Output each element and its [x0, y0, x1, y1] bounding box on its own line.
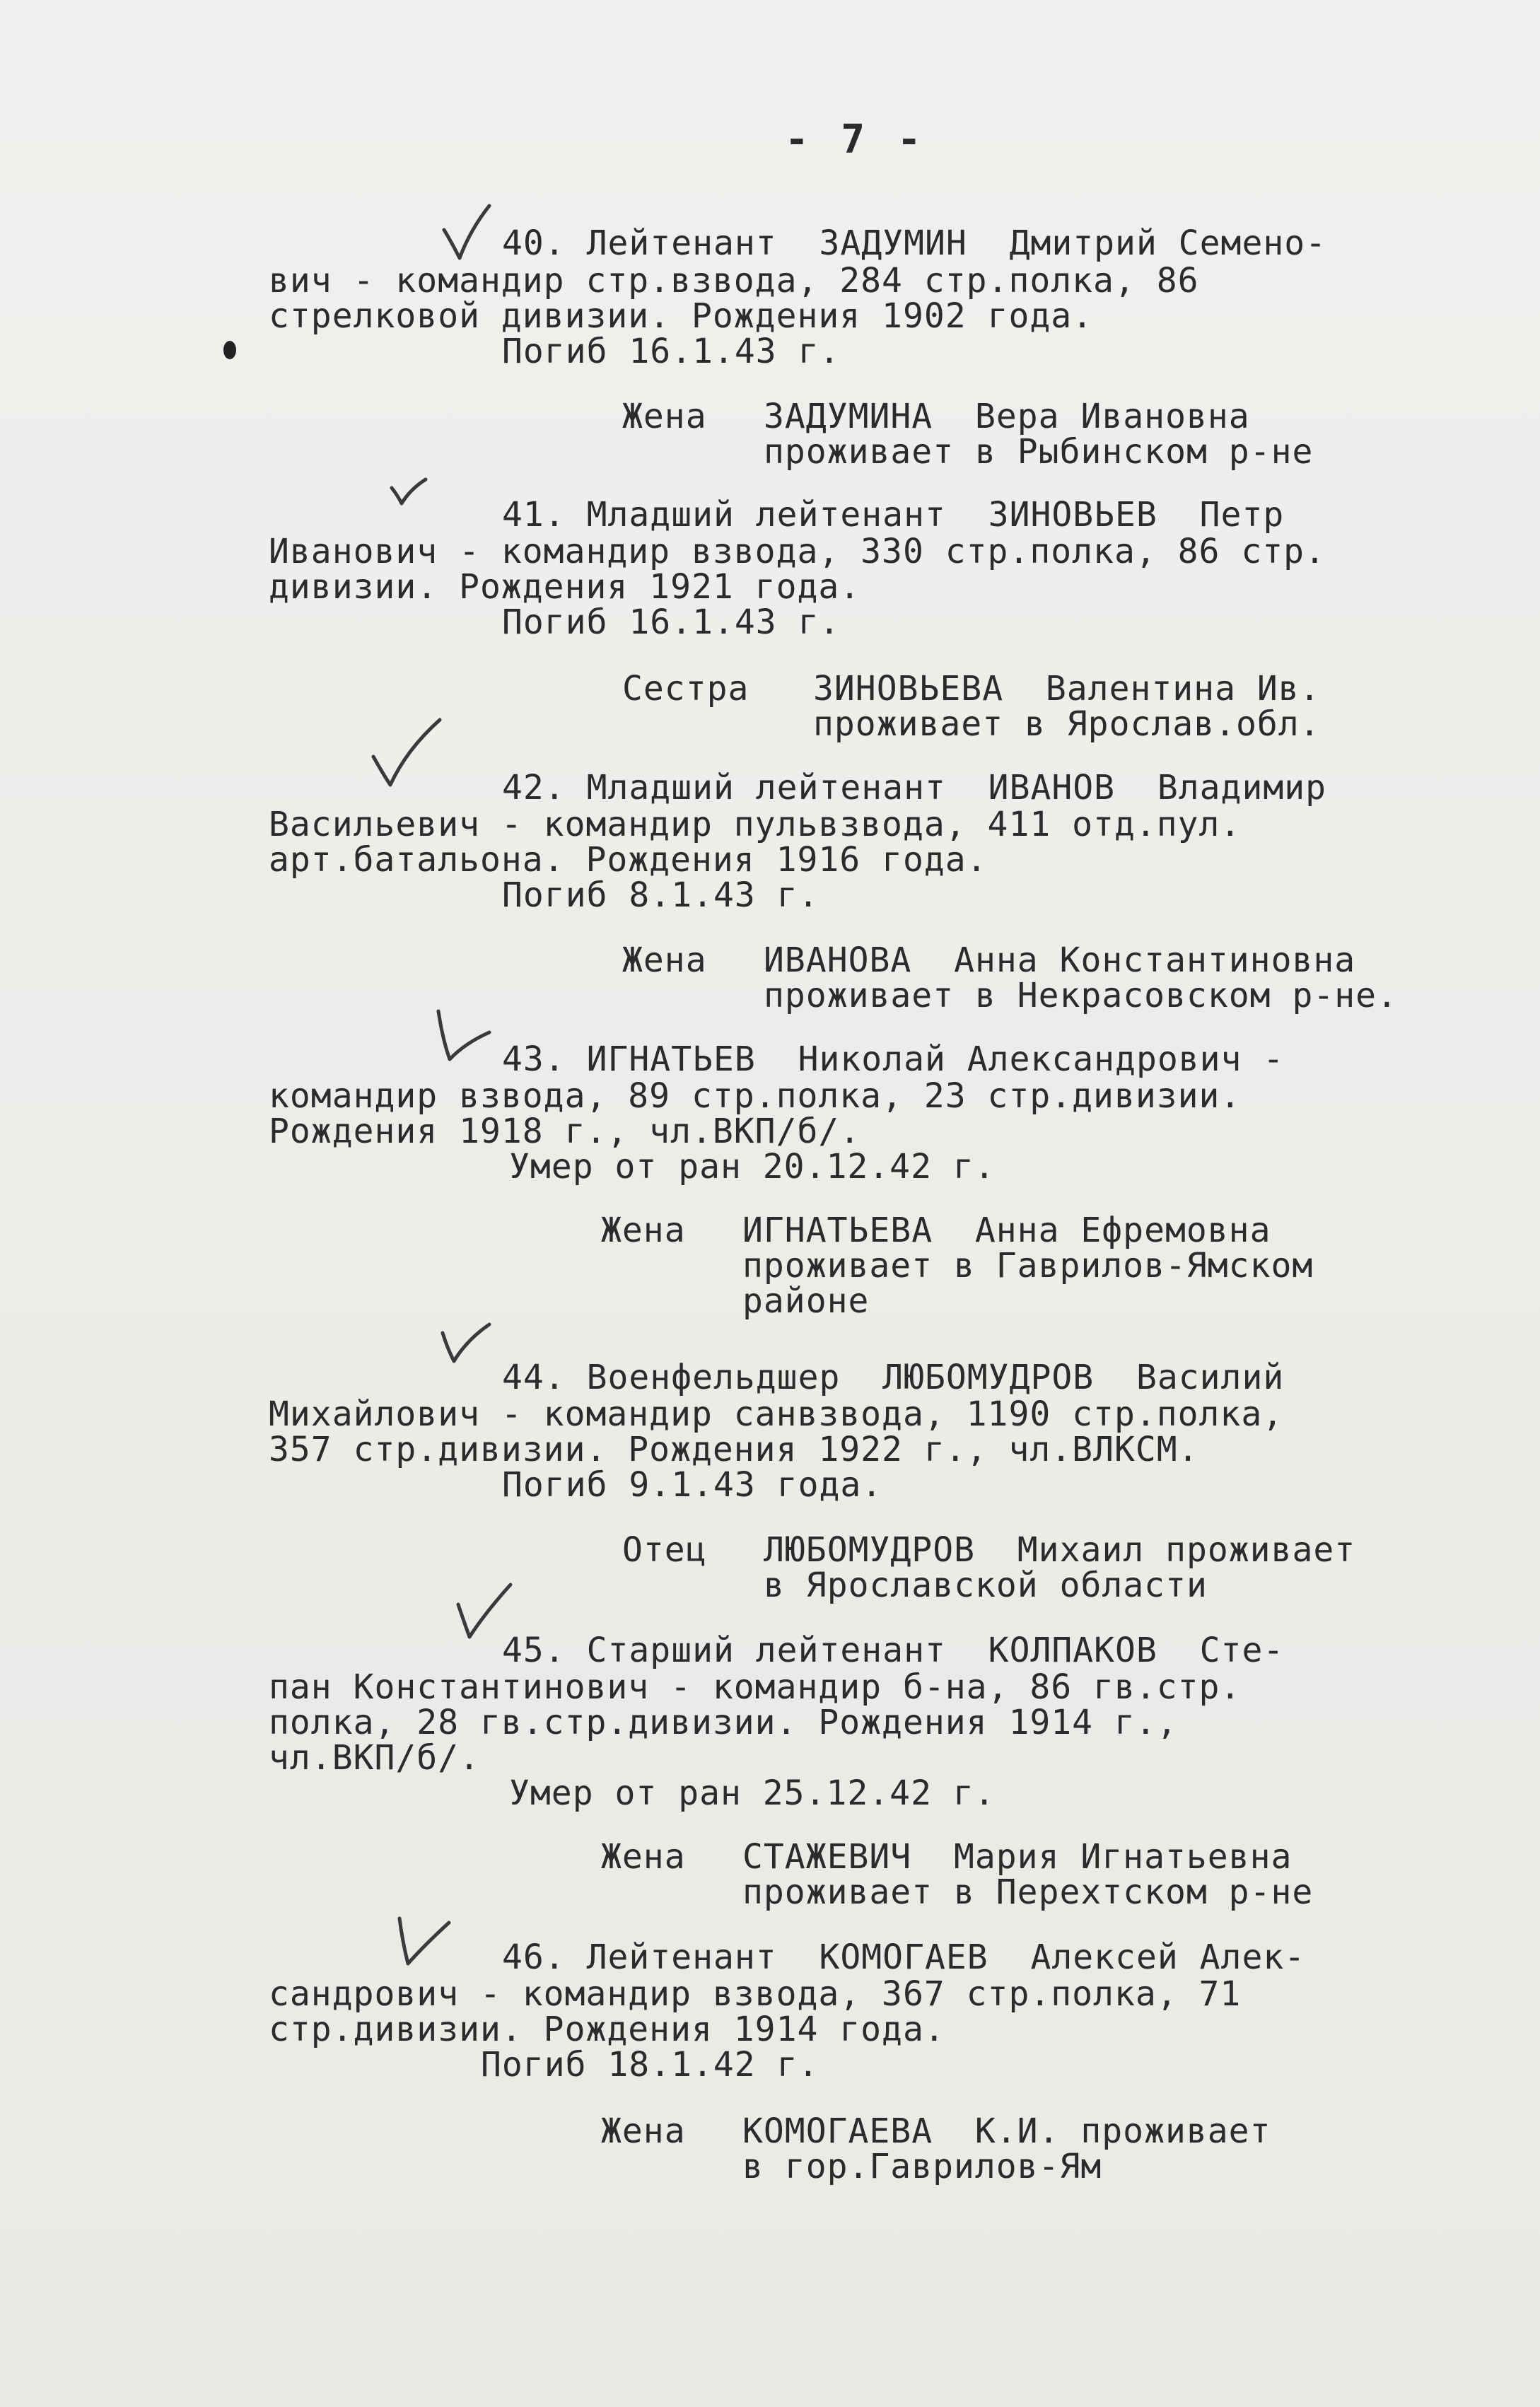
relative-label: Жена — [601, 2111, 686, 2151]
entry-line: 357 стр.дивизии. Рождения 1922 г., чл.ВЛКСМ. — [269, 1430, 1199, 1469]
death-line: Погиб 8.1.43 г. — [502, 875, 819, 915]
entry-line: 44. Военфельдшер ЛЮБОМУДРОВ Василий — [502, 1358, 1285, 1397]
entry-line: Иванович - командир взвода, 330 стр.полка, 86 стр. — [269, 532, 1326, 571]
ink-blot — [223, 341, 236, 359]
relative-line: СТАЖЕВИЧ Мария Игнатьевна — [742, 1837, 1293, 1877]
entry-line: Рождения 1918 г., чл.ВКП/б/. — [269, 1112, 861, 1151]
relative-line: проживает в Некрасовском р-не. — [764, 976, 1398, 1015]
relative-line: районе — [742, 1281, 870, 1321]
relative-line: проживает в Рыбинском р-не — [764, 432, 1314, 472]
page-number: - 7 - — [785, 117, 926, 163]
relative-label: Жена — [622, 940, 707, 980]
death-line: Погиб 9.1.43 года. — [502, 1465, 883, 1505]
entry-line: 43. ИГНАТЬЕВ Николай Александрович - — [502, 1039, 1285, 1079]
entry-line: 42. Младший лейтенант ИВАНОВ Владимир — [502, 768, 1327, 808]
entry-line: Михайлович - командир санвзвода, 1190 стр.полка, — [269, 1394, 1284, 1434]
entry-line: сандрович - командир взвода, 367 стр.полка, 71 — [269, 1974, 1242, 2014]
check-mark-icon — [438, 1319, 495, 1368]
entry-line: 45. Старший лейтенант КОЛПАКОВ Сте- — [502, 1631, 1285, 1670]
check-mark-icon — [438, 202, 495, 265]
relative-line: проживает в Ярослав.обл. — [813, 704, 1321, 744]
relative-line: проживает в Перехтском р-не — [742, 1872, 1314, 1912]
entry-line: арт.батальона. Рождения 1916 года. — [269, 840, 988, 880]
relative-line: КОМОГАЕВА К.И. проживает — [742, 2111, 1271, 2151]
relative-label: Жена — [601, 1211, 686, 1250]
death-line: Погиб 16.1.43 г. — [502, 332, 841, 371]
relative-line: ИВАНОВА Анна Константиновна — [764, 940, 1356, 980]
entry-line: командир взвода, 89 стр.полка, 23 стр.дивизии. — [269, 1076, 1242, 1116]
relative-label: Сестра — [622, 669, 749, 709]
death-line: Погиб 18.1.42 г. — [481, 2045, 819, 2085]
relative-line: проживает в Гаврилов-Ямском — [742, 1246, 1314, 1286]
check-mark-icon — [392, 1913, 456, 1969]
relative-label: Жена — [622, 397, 707, 436]
relative-line: ЗИНОВЬЕВА Валентина Ив. — [813, 669, 1321, 709]
death-line: Умер от ран 20.12.42 г. — [509, 1147, 996, 1187]
entry-line: пан Константинович - командир б-на, 86 гв.стр. — [269, 1667, 1242, 1707]
death-line: Умер от ран 25.12.42 г. — [509, 1773, 996, 1813]
relative-line: ЛЮБОМУДРОВ Михаил проживает — [764, 1530, 1356, 1570]
relative-line: в Ярославской области — [764, 1566, 1208, 1605]
entry-line: вич - командир стр.взвода, 284 стр.полка, 86 — [269, 261, 1199, 301]
death-line: Погиб 16.1.43 г. — [502, 602, 841, 642]
check-mark-icon — [368, 714, 445, 792]
check-mark-icon — [431, 1004, 495, 1068]
entry-line: стр.дивизии. Рождения 1914 года. — [269, 2010, 945, 2049]
relative-label: Жена — [601, 1837, 686, 1877]
relative-label: Отец — [622, 1530, 707, 1570]
entry-line: стрелковой дивизии. Рождения 1902 года. — [269, 296, 1094, 336]
relative-line: ЗАДУМИНА Вера Ивановна — [764, 397, 1250, 436]
entry-line: дивизии. Рождения 1921 года. — [269, 567, 861, 607]
entry-line: чл.ВКП/б/. — [269, 1738, 480, 1778]
entry-line: 40. Лейтенант ЗАДУМИН Дмитрий Семено- — [502, 223, 1327, 263]
entry-line: 41. Младший лейтенант ЗИНОВЬЕВ Петр — [502, 495, 1285, 535]
entry-line: полка, 28 гв.стр.дивизии. Рождения 1914 г., — [269, 1703, 1178, 1742]
relative-line: в гор.Гаврилов-Ям — [742, 2147, 1102, 2186]
entry-line: Васильевич - командир пульвзвода, 411 отд.пул. — [269, 805, 1242, 844]
check-mark-icon — [387, 474, 430, 509]
relative-line: ИГНАТЬЕВА Анна Ефремовна — [742, 1211, 1271, 1250]
entry-line: 46. Лейтенант КОМОГАЕВ Алексей Алек- — [502, 1937, 1306, 1977]
